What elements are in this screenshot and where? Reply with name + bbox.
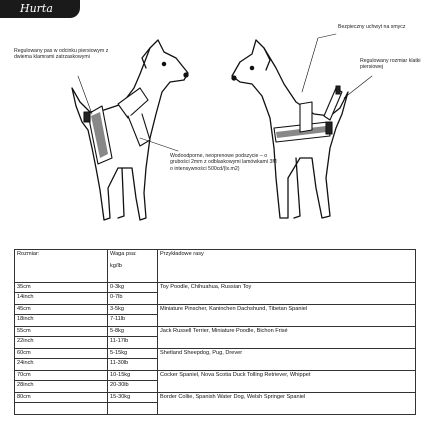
table-row [15,283,416,293]
weight-lb: 11-30lb [108,359,158,371]
size-cm: 45cm [15,305,108,315]
table-header-row [15,250,416,283]
table-row [15,393,416,403]
table-row [15,305,416,315]
size-inch: 14inch [15,293,108,305]
breeds-cell: Jack Russell Terrier, Miniature Poodle, Bichon Frisé [158,327,416,349]
table-row [15,349,416,359]
size-inch [15,403,108,415]
header-size: Rozmiar: [15,250,108,283]
breeds-cell: Border Collie, Spanish Water Dog, Welsh Springer Spaniel [158,393,416,415]
header-breeds: Przykładowe rasy [158,250,416,283]
weight-kg: 5-15kg [108,349,158,359]
weight-lb: 20-30lb [108,381,158,393]
weight-lb: 11-17lb [108,337,158,349]
size-cm: 60cm [15,349,108,359]
callout-chest-size: Regulowany rozmiar klatki piersiowej [360,58,421,71]
header-weight [108,250,158,283]
header-weight-title: Waga psa: [110,250,137,257]
weight-kg: 10-15kg [108,371,158,381]
size-cm: 55cm [15,327,108,337]
size-inch: 24inch [15,359,108,371]
weight-lb [108,403,158,415]
dog-left-figure [72,40,188,220]
weight-kg: 3-5kg [108,305,158,315]
callout-material: Wodoodporne, neoprenowe podszycie – o grubości 2mm z odblaskowymi lamówkami 3M o intensywności 500cd/(lx.m2) [170,153,277,172]
table-row [15,327,416,337]
table-row [15,371,416,381]
breeds-cell: Toy Poodle, Chihuahua, Russian Toy [158,283,416,305]
size-inch: 28inch [15,381,108,393]
breeds-cell: Cocker Spaniel, Nova Scotia Duck Tolling Retriever, Whippet [158,371,416,393]
weight-kg: 0-3kg [108,283,158,293]
weight-kg: 5-8kg [108,327,158,337]
brand-logo: Hurta [0,0,80,18]
weight-kg: 15-30kg [108,393,158,403]
size-inch: 18inch [15,315,108,327]
size-cm: 35cm [15,283,108,293]
size-table [14,249,416,415]
breeds-cell: Shetland Sheepdog, Pug, Drever [158,349,416,371]
size-cm: 80cm [15,393,108,403]
size-cm: 70cm [15,371,108,381]
breeds-cell: Miniature Pinscher, Kaninchen Dachshund, Tibetan Spaniel [158,305,416,327]
header-weight-unit: kg/lb [110,262,122,269]
size-inch: 22inch [15,337,108,349]
callout-leash-handle: Bezpieczny uchwyt na smycz [338,24,406,30]
weight-lb: 0-7lb [108,293,158,305]
weight-lb: 7-11lb [108,315,158,327]
callout-chest-strap: Regulowany pas w odcinku piersiowym z dwiema klamrami zatrzaskowymi [14,48,109,61]
